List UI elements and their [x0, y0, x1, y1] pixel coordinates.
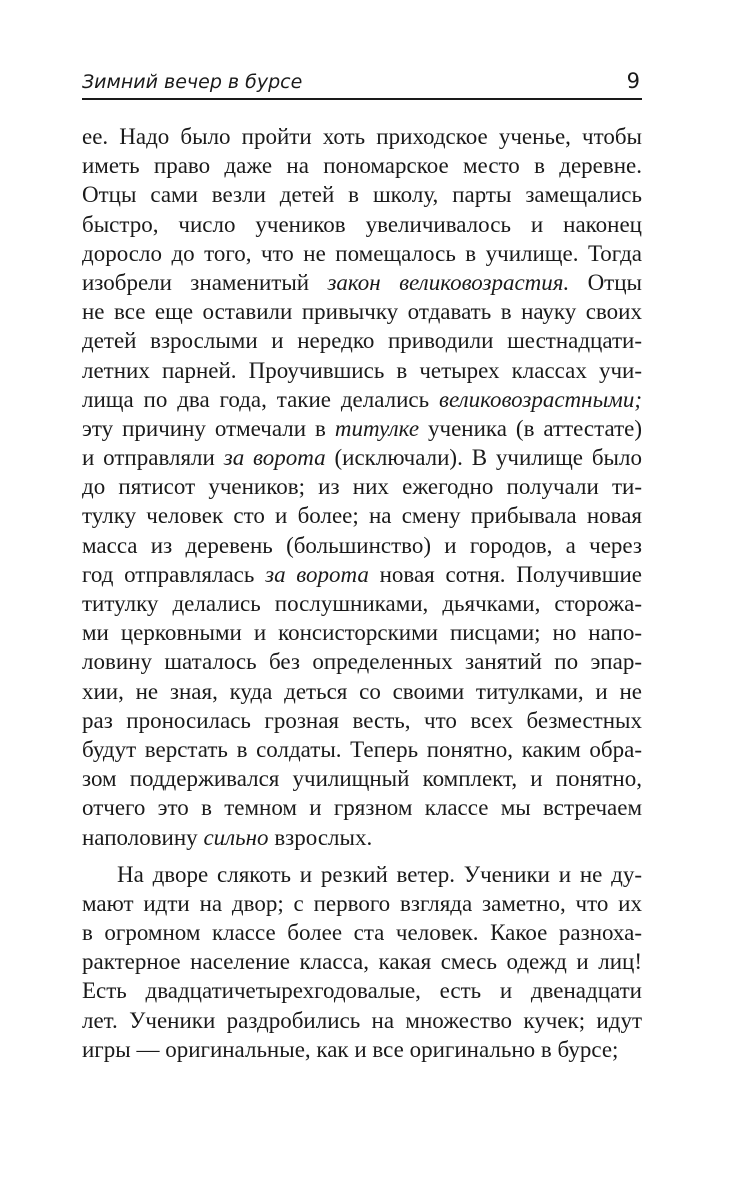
text-line	[82, 443, 642, 472]
text-segment: будут верстать в солдаты. Теперь понятно, каким обра-	[82, 736, 642, 762]
page-number: 9	[626, 69, 640, 93]
text-segment: Отцы	[569, 269, 642, 295]
text-segment: год отправлялась	[82, 561, 266, 587]
text-line	[82, 531, 642, 560]
text-line	[82, 706, 642, 735]
text-line	[82, 501, 642, 530]
page-header	[82, 64, 642, 100]
text-line	[82, 472, 642, 501]
text-segment: взрослых.	[268, 824, 373, 850]
text-line	[82, 947, 642, 976]
italic-text: сильно	[203, 824, 269, 850]
text-segment: масса из деревень (большинство) и городов, а через	[82, 532, 642, 558]
text-segment: хии, не зная, куда деться со своими титулками, и не	[82, 678, 642, 704]
text-line	[82, 918, 642, 947]
text-line	[82, 618, 642, 647]
text-segment: детей взрослыми и нередко приводили шестнадцати-	[82, 328, 642, 354]
text-line	[82, 677, 642, 706]
text-segment: ее. Надо было пройти хоть приходское ученье, чтобы	[82, 124, 642, 149]
italic-text: великовозрастными;	[438, 386, 642, 412]
paragraph	[82, 860, 642, 1064]
text-segment: ученика (в аттестате)	[419, 415, 642, 441]
italic-text: закон великовозрастия.	[327, 269, 570, 295]
text-segment: иметь право даже на пономарское место в деревне.	[82, 153, 642, 179]
body-text	[82, 122, 642, 1064]
text-segment: не все еще оставили привычку отдавать в науку своих	[82, 299, 642, 325]
text-segment: мают идти на двор; с первого взгляда заметно, что их	[82, 890, 642, 916]
text-line	[82, 297, 642, 326]
text-line	[82, 356, 642, 385]
text-segment: лища по два года, такие делались	[82, 386, 439, 412]
text-line	[82, 210, 642, 239]
text-line	[82, 735, 642, 764]
italic-text: за ворота	[223, 445, 326, 471]
italic-text: за ворота	[265, 561, 369, 587]
text-segment: до пятисот учеников; из них ежегодно получали ти-	[82, 474, 642, 500]
text-segment: ми церковными и консисторскими писцами; но напо-	[82, 620, 642, 646]
text-segment: титулку делались послушниками, дьячками, сторожа-	[82, 591, 642, 616]
text-segment: и отправляли	[82, 445, 224, 471]
text-line	[82, 1035, 642, 1064]
text-segment: тулку человек сто и более; на смену прибывала новая	[82, 503, 642, 529]
text-line	[82, 151, 642, 180]
text-line	[82, 239, 642, 268]
text-segment: летних парней. Проучившись в четырех классах учи-	[82, 357, 642, 383]
text-segment: наполовину	[82, 824, 204, 850]
text-segment: доросло до того, что не помещалось в училище. Тогда	[82, 240, 642, 266]
text-segment: в огромном классе более ста человек. Какое разноха-	[82, 920, 642, 946]
text-segment: лет. Ученики раздробились на множество кучек; идут	[82, 1007, 642, 1033]
italic-text: титулке	[334, 415, 420, 441]
text-line	[82, 823, 642, 852]
text-segment: Есть двадцатичетырехгодовалые, есть и двенадцати	[82, 978, 642, 1004]
text-line	[82, 860, 642, 889]
running-title: Зимний вечер в бурсе	[82, 71, 303, 93]
text-segment: быстро, число учеников увеличивалось и наконец	[82, 211, 642, 237]
text-segment: новая сотня. Получившие	[368, 561, 642, 587]
text-segment: отчего это в темном и грязном классе мы встречаем	[82, 795, 642, 821]
text-line	[82, 589, 642, 618]
text-line	[82, 793, 642, 822]
text-line	[82, 764, 642, 793]
text-segment: раз проносилась грозная весть, что всех безместных	[82, 707, 642, 733]
text-segment: рактерное население класса, какая смесь одежд и лиц!	[82, 949, 642, 975]
text-segment: На дворе слякоть и резкий ветер. Ученики и не ду-	[117, 861, 642, 887]
text-line	[82, 326, 642, 355]
text-segment: зом поддерживался училищный комплект, и понятно,	[82, 766, 642, 792]
text-line	[82, 268, 642, 297]
text-segment: (исключали). В училище было	[325, 445, 642, 471]
text-line	[82, 889, 642, 918]
text-line	[82, 560, 642, 589]
paragraph-gap	[82, 852, 642, 860]
text-line	[82, 122, 642, 151]
text-line	[82, 976, 642, 1005]
text-segment: изобрели знаменитый	[82, 269, 328, 295]
text-line	[82, 414, 642, 443]
text-segment: Отцы сами везли детей в школу, парты замещались	[82, 182, 642, 208]
text-line	[82, 647, 642, 676]
text-segment: игры — оригинальные, как и все оригинально в бурсе;	[82, 1036, 619, 1062]
paragraph	[82, 122, 642, 852]
text-line	[82, 180, 642, 209]
text-segment: эту причину отмечали в	[82, 415, 335, 441]
text-line	[82, 1006, 642, 1035]
text-line	[82, 385, 642, 414]
text-segment: ловину шаталось без определенных занятий по эпар-	[82, 649, 642, 675]
